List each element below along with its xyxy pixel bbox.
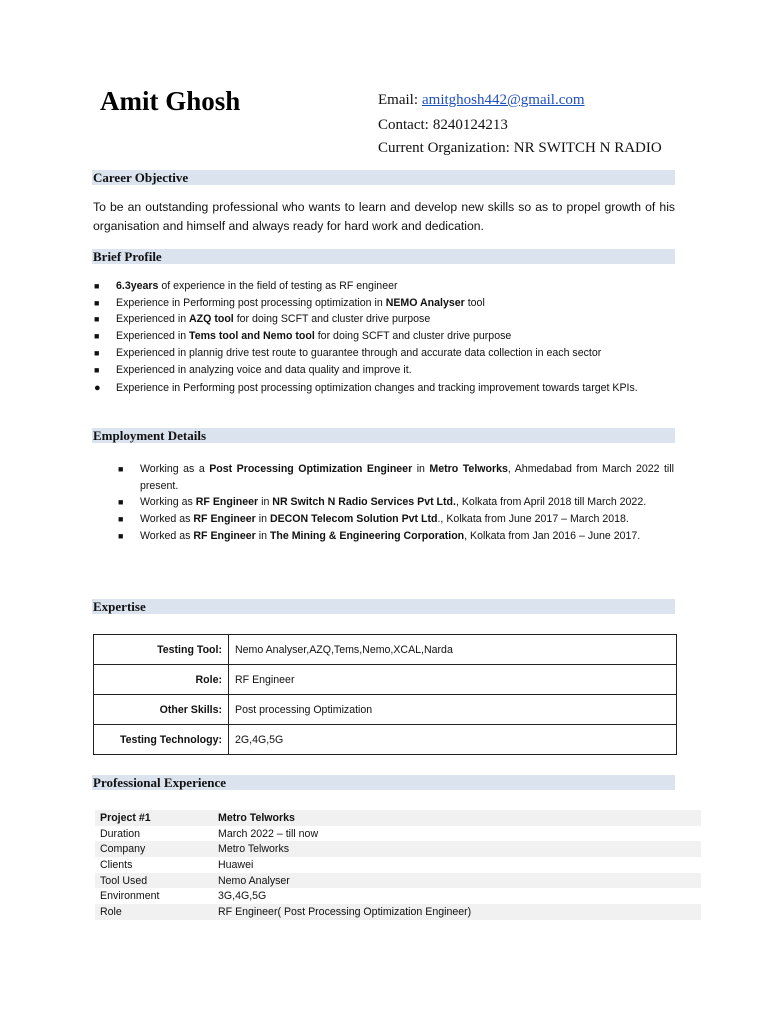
organization-line [378, 140, 662, 157]
table-row [94, 635, 677, 665]
square-bullet-icon: ■ [118, 530, 124, 541]
candidate-name: Amit Ghosh [100, 86, 241, 116]
table-row [94, 665, 677, 695]
round-bullet-icon: ● [94, 382, 101, 395]
contact-value: 8240124213 [432, 117, 508, 133]
project-table [95, 810, 701, 920]
table-cell-label: Project #1 [95, 810, 213, 826]
list-item: ■ Worked as RF Engineer in DECON Telecom Solution Pvt Ltd., Kolkata from June 2017 – March 2018. [140, 511, 674, 528]
section-title: Professional Experience [93, 775, 226, 790]
section-career-objective [92, 170, 675, 185]
list-item: ■ 6.3years of experience in the field of testing as RF engineer [116, 278, 674, 295]
section-title: Brief Profile [93, 249, 162, 264]
square-bullet-icon: ■ [94, 297, 100, 308]
section-title: Career Objective [93, 170, 189, 185]
table-cell-value: Metro Telworks [213, 810, 701, 826]
square-bullet-icon: ■ [94, 331, 100, 342]
table-cell-label: Environment [100, 890, 160, 903]
square-bullet-icon: ■ [94, 347, 100, 358]
email-link[interactable]: amitghosh442@gmail.com [422, 92, 585, 108]
table-cell-label: Clients [100, 858, 133, 871]
table-cell-value: RF Engineer [229, 665, 677, 695]
table-row [95, 873, 701, 889]
table-cell-value: Metro Telworks [213, 841, 701, 857]
table-cell-value: Huawei [218, 858, 254, 871]
list-item: ■ Experienced in Tems tool and Nemo tool for doing SCFT and cluster drive purpose [116, 328, 674, 345]
table-cell-value: Post processing Optimization [229, 695, 677, 725]
email-line [378, 92, 585, 109]
table-cell-label: Tool Used [95, 873, 213, 889]
organization-label: Current Organization: [378, 140, 510, 156]
table-cell-label: Other Skills: [94, 695, 229, 725]
square-bullet-icon: ■ [118, 464, 124, 474]
table-cell-label: Company [95, 841, 213, 857]
contact-label: Contact: [378, 117, 429, 133]
table-row [94, 725, 677, 755]
list-item: ■ Worked as RF Engineer in The Mining & Engineering Corporation, Kolkata from Jan 2016 – June 2017. [140, 528, 674, 545]
list-item: ■ Experienced in AZQ tool for doing SCFT and cluster drive purpose [116, 311, 674, 328]
list-item: ■ Experience in Performing post processing optimization in NEMO Analyser tool [116, 295, 674, 312]
table-row [95, 841, 701, 857]
square-bullet-icon: ■ [94, 364, 100, 375]
table-cell-value: Nemo Analyser,AZQ,Tems,Nemo,XCAL,Narda [229, 635, 677, 665]
contact-line [378, 117, 508, 134]
square-bullet-icon: ■ [94, 281, 100, 291]
table-row [95, 857, 701, 873]
table-cell-label: Testing Tool: [94, 635, 229, 665]
table-cell-label: Role: [94, 665, 229, 695]
list-item: ■ Working as RF Engineer in NR Switch N Radio Services Pvt Ltd., Kolkata from April 2018 till March 2022. [140, 494, 674, 511]
table-row [94, 695, 677, 725]
organization-value: NR SWITCH N RADIO [513, 140, 662, 156]
list-item: ■ Working as a Post Processing Optimization Engineer in Metro Telworks, Ahmedabad from March 2022 till present. [118, 463, 674, 492]
expertise-table [93, 634, 677, 755]
table-cell-label: Role [95, 904, 213, 920]
square-bullet-icon: ■ [94, 314, 100, 325]
list-item: ■ Experienced in plannig drive test route to guarantee through and accurate data collection in each sector [116, 345, 674, 362]
email-label: Email: [378, 92, 418, 108]
employment-list [118, 461, 674, 545]
section-title: Employment Details [93, 428, 207, 443]
section-expertise [92, 599, 675, 614]
square-bullet-icon: ■ [118, 497, 124, 508]
section-title: Expertise [93, 599, 146, 614]
career-objective-text: To be an outstanding professional who wants to learn and develop new skills so as to propel growth of his organisation and himself and always ready for hard work and dedication. [93, 200, 675, 233]
list-item: ■ Experienced in analyzing voice and data quality and improve it. [116, 362, 674, 379]
table-row [95, 904, 701, 920]
table-cell-value: RF Engineer( Post Processing Optimization Engineer) [213, 904, 701, 920]
table-cell-label: Testing Technology: [94, 725, 229, 755]
section-employment-details [92, 428, 675, 443]
table-row [95, 810, 701, 826]
table-cell-value: 2G,4G,5G [229, 725, 677, 755]
table-cell-label: Duration [100, 827, 141, 840]
table-row [95, 888, 701, 904]
brief-profile-list [94, 278, 674, 397]
table-cell-value: Nemo Analyser [213, 873, 701, 889]
table-cell-value: March 2022 – till now [218, 827, 319, 840]
list-item: ● Experience in Performing post processing optimization changes and tracking improvement towards target KPIs. [116, 380, 674, 397]
section-professional-experience [92, 775, 675, 790]
table-cell-value: 3G,4G,5G [218, 890, 267, 903]
table-row [95, 826, 701, 842]
section-brief-profile [92, 249, 675, 264]
square-bullet-icon: ■ [118, 514, 124, 525]
